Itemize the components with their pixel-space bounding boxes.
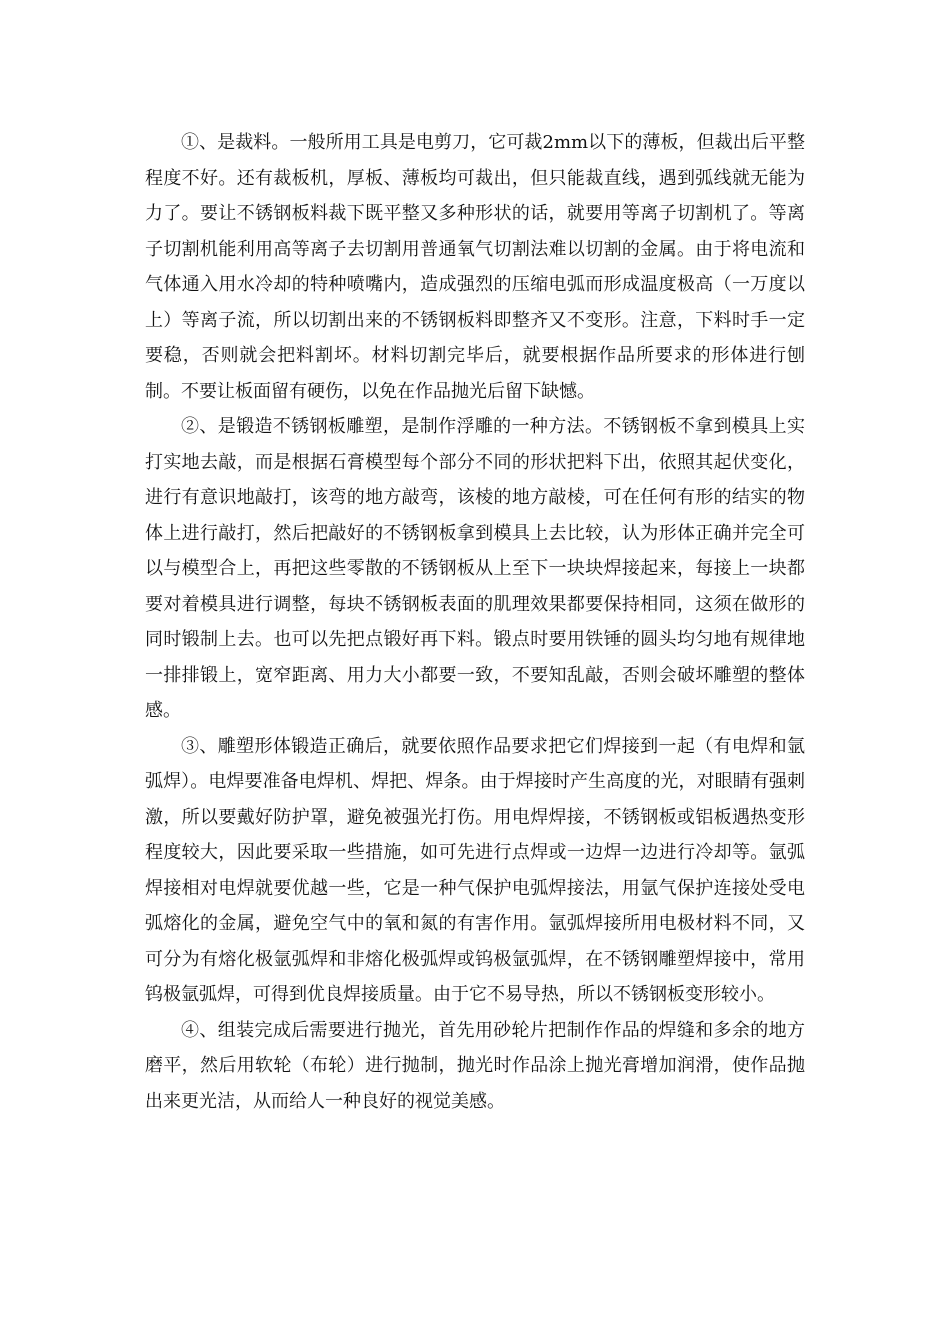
paragraph-cutting: ①、是裁料。一般所用工具是电剪刀，它可裁2mm以下的薄板，但裁出后平整程度不好。还有裁板机，厚板、薄板均可裁出，但只能裁直线，遇到弧线就无能为力了。要让不锈钢板料裁下既平整又多种形状的话，就要用等离子切割机了。等离子切割机能利用高等离子去切割用普通氧气切割法难以切割的金属。由于将电流和气体通入用水冷却的特种喷嘴内，造成强烈的压缩电弧而形成温度极高（一万度以上）等离子流，所以切割出来的不锈钢板料即整齐又不变形。注意，下料时手一定要稳，否则就会把料割坏。材料切割完毕后，就要根据作品所要求的形体进行刨制。不要让板面留有硬伤，以免在作品抛光后留下缺憾。 — [145, 132, 805, 402]
paragraph-polishing: ④、组装完成后需要进行抛光，首先用砂轮片把制作作品的焊缝和多余的地方磨平，然后用软轮（布轮）进行抛制，抛光时作品涂上抛光膏增加润滑，使作品抛出来更光洁，从而给人一种良好的视觉美感。 — [145, 1019, 805, 1112]
document-body — [145, 125, 805, 1119]
paragraph-forging: ②、是锻造不锈钢板雕塑，是制作浮雕的一种方法。不锈钢板不拿到模具上实打实地去敲，而是根据石膏模型每个部分不同的形状把料下出，依照其起伏变化，进行有意识地敲打，该弯的地方敲弯，该棱的地方敲棱，可在任何有形的结实的物体上进行敲打，然后把敲好的不锈钢板拿到模具上去比较，认为形体正确并完全可以与模型合上，再把这些零散的不锈钢板从上至下一块块焊接起来，每接上一块都要对着模具进行调整，每块不锈钢板表面的肌理效果都要保持相同，这须在做形的同时锻制上去。也可以先把点锻好再下料。锻点时要用铁锤的圆头均匀地有规律地一排排锻上，宽窄距离、用力大小都要一致，不要知乱敲，否则会破坏雕塑的整体感。 — [145, 416, 805, 721]
paragraph-welding: ③、雕塑形体锻造正确后，就要依照作品要求把它们焊接到一起（有电焊和氩弧焊）。电焊要准备电焊机、焊把、焊条。由于焊接时产生高度的光，对眼睛有强刺激，所以要戴好防护罩，避免被强光打伤。用电焊焊接，不锈钢板或铝板遇热变形程度较大，因此要采取一些措施，如可先进行点焊或一边焊一边进行冷却等。氩弧焊接相对电焊就要优越一些，它是一种气保护电弧焊接法，用氩气保护连接处受电弧熔化的金属，避免空气中的氧和氮的有害作用。氩弧焊接所用电极材料不同，又可分为有熔化极氩弧焊和非熔化极弧焊或钨极氩弧焊，在不锈钢雕塑焊接中，常用钨极氩弧焊，可得到优良焊接质量。由于它不易导热，所以不锈钢板变形较小。 — [145, 735, 805, 1005]
